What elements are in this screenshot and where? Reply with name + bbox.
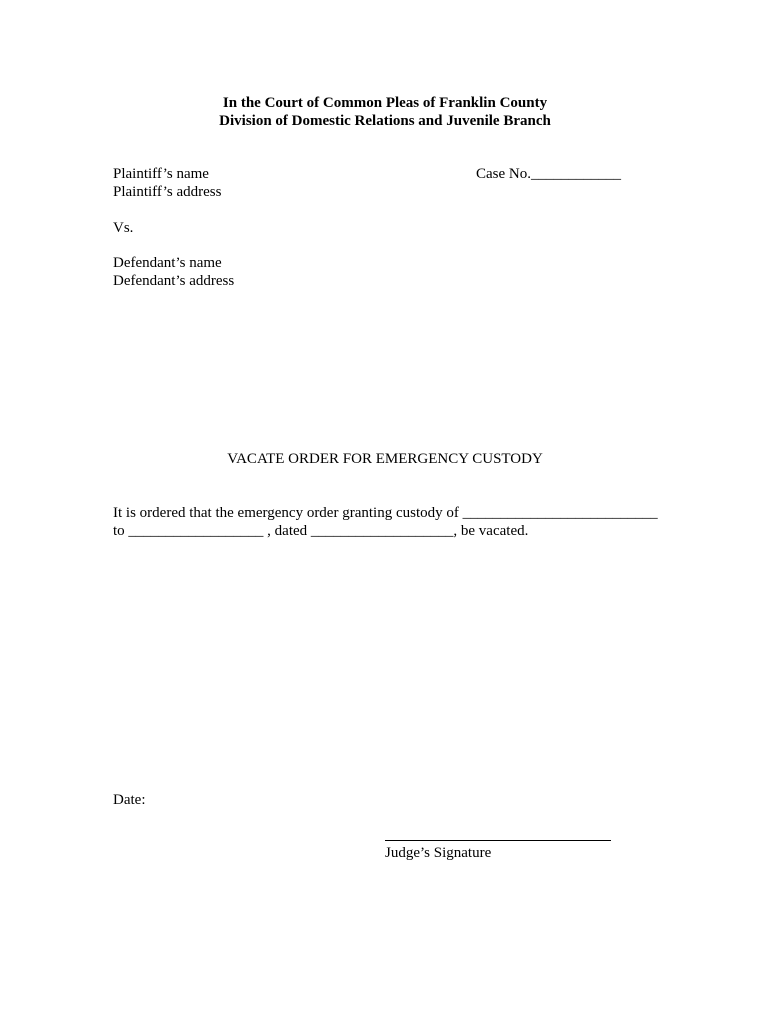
versus-label: Vs.: [113, 220, 134, 236]
order-text-line-2: to __________________ , dated ___________________, be vacated.: [113, 523, 529, 539]
court-name: In the Court of Common Pleas of Franklin County: [222, 95, 548, 111]
defendant-address: Defendant’s address: [113, 273, 235, 289]
plaintiff-address: Plaintiff’s address: [113, 184, 222, 200]
court-division: Division of Domestic Relations and Juvenile Branch: [219, 113, 551, 129]
order-text-line-1: It is ordered that the emergency order granting custody of __________________________: [113, 505, 658, 521]
signature-line: [385, 840, 611, 841]
plaintiff-name: Plaintiff’s name: [113, 166, 209, 182]
case-number: Case No.____________: [476, 166, 621, 182]
date-label: Date:: [113, 792, 146, 808]
judge-signature-label: Judge’s Signature: [385, 845, 492, 861]
document-title: VACATE ORDER FOR EMERGENCY CUSTODY: [227, 451, 543, 467]
defendant-name: Defendant’s name: [113, 255, 222, 271]
